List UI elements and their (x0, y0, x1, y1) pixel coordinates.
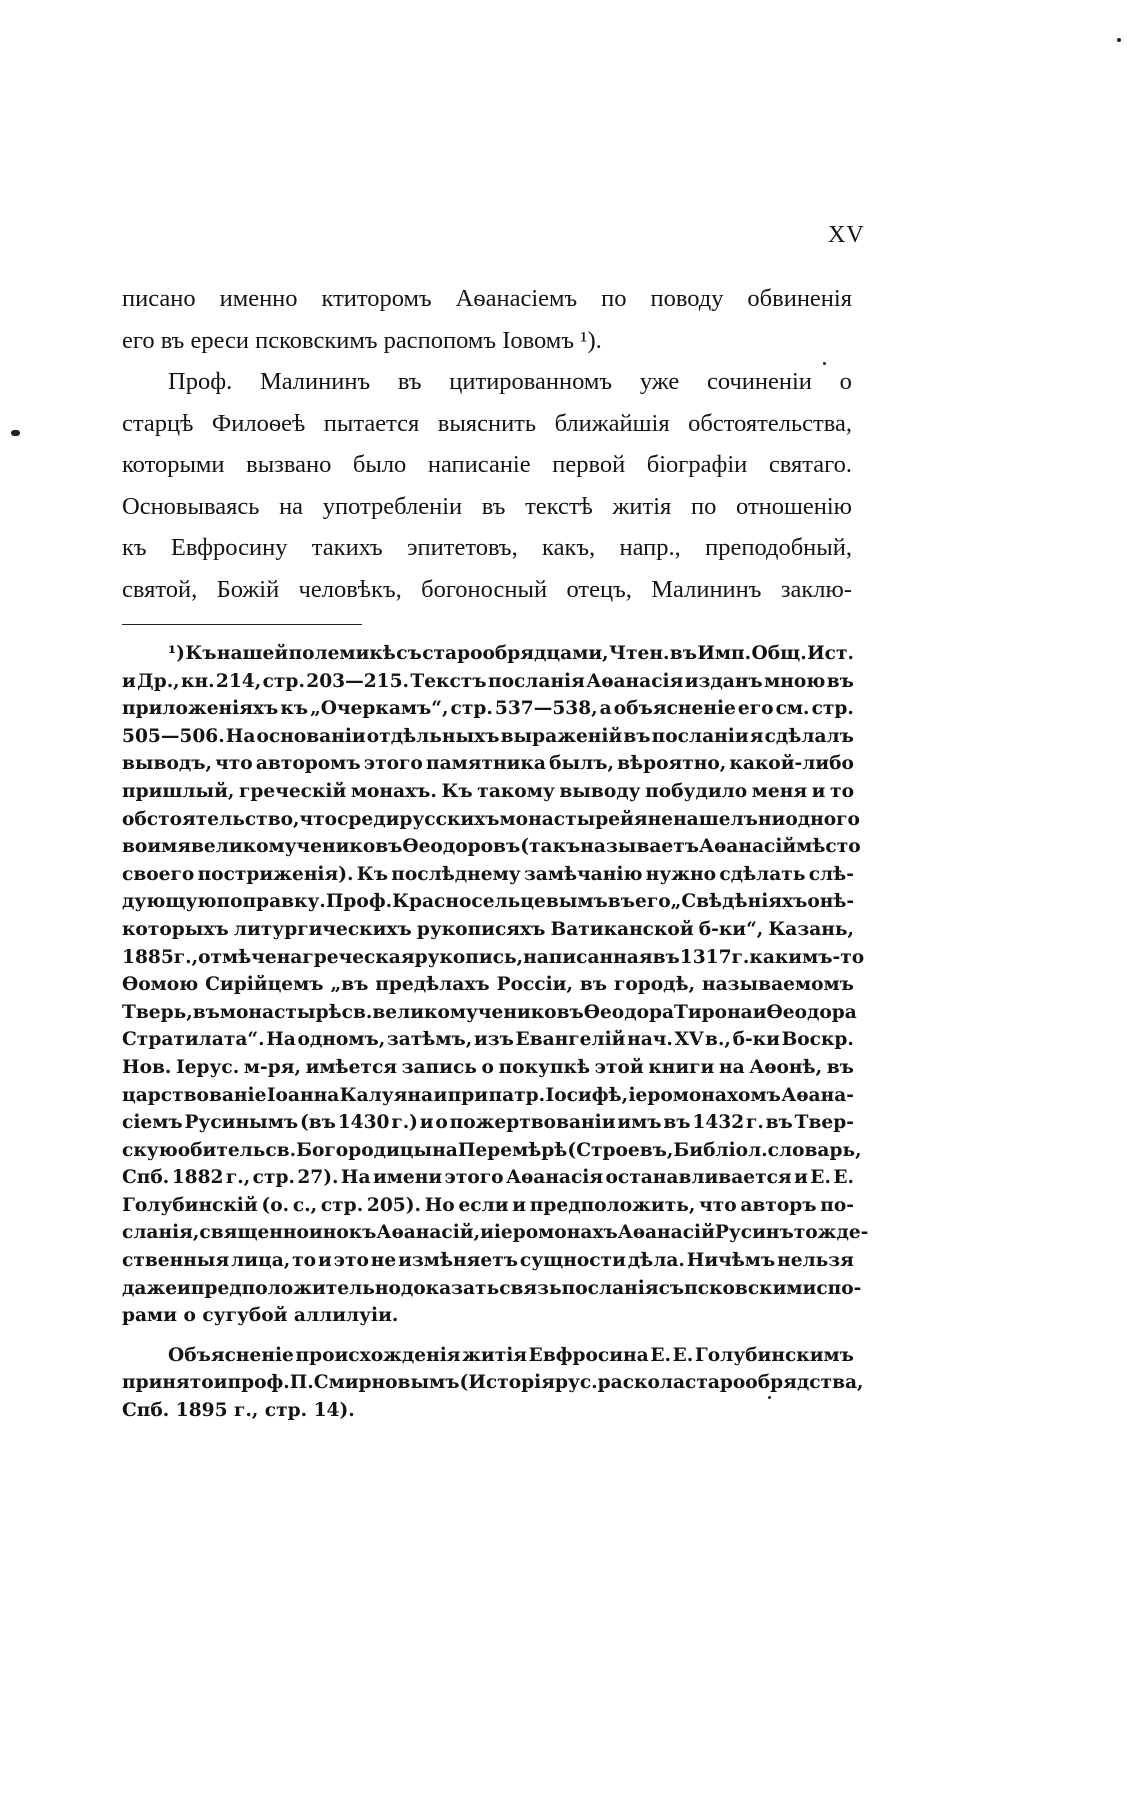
footnote-line: своего постриженія). Къ послѣднему замѣчанію нужно сдѣлать слѣ- (122, 863, 854, 885)
text-line: Основываясь на употребленіи въ текстѣ житія по отношенію (122, 492, 852, 520)
print-speck (823, 362, 826, 365)
print-speck (768, 1396, 771, 1399)
footnote-continuation (122, 1342, 864, 1425)
footnote-1 (122, 640, 869, 1330)
footnote-line: 505—506. На основаніи отдѣльныхъ выраженій въ посланіи я сдѣлалъ (122, 725, 854, 747)
main-text (122, 278, 852, 610)
footnote-line: во имя великомучениковъ Ѳеодоровъ (такъ называетъ Аѳанасій мѣсто (122, 836, 861, 858)
text-line: его въ ереси псковскимъ распопомъ Іовомъ ¹). (122, 326, 602, 354)
footnote-line: Спб. 1882 г., стр. 27). На имени этого Аѳанасія останавливается и Е. Е. (122, 1167, 854, 1189)
footnote-line: Тверь, въ монастырѣ св. великомучениковъ Ѳеодора Тирона и Ѳеодора (122, 1001, 857, 1023)
print-speck (1117, 38, 1121, 42)
footnote-line: Стратилата“. На одномъ, затѣмъ, изъ Евангелій нач. XV в., б-ки Воскр. (122, 1029, 854, 1051)
footnote-line: сланія, священноинокъ Аѳанасій, и іеромонахъ Аѳанасій Русинъ тожде- (122, 1222, 869, 1244)
footnote-line: скую обитель св. Богородицы на Перемѣрѣ (Строевъ, Библіол. словарь, (122, 1139, 862, 1161)
text-line: Проф. Малининъ въ цитированномъ уже сочиненіи о (168, 368, 852, 395)
footnote-line: выводъ, что авторомъ этого памятника былъ, вѣроятно, какой-либо (122, 753, 854, 775)
footnote-line: даже и предположительно доказать связь посланія съ псковскими спо- (122, 1277, 862, 1299)
footnote-line: которыхъ литургическихъ рукописяхъ Ватиканской б-ки“, Казань, (122, 918, 854, 940)
footnote-line: Голубинскій (о. с., стр. 205). Но если и предположить, что авторъ по- (122, 1194, 854, 1216)
print-speck (11, 430, 20, 436)
footnote-line: приложеніяхъ къ „Очеркамъ“, стр. 537—538, а объясненіе его см. стр. (122, 698, 854, 720)
footnote-line: Спб. 1895 г., стр. 14). (122, 1400, 355, 1422)
text-line: святой, Божій человѣкъ, богоносный отецъ, Малининъ заклю- (122, 575, 852, 603)
text-line: старцѣ Филоѳеѣ пытается выяснить ближайшія обстоятельства, (122, 409, 852, 437)
text-line: къ Евфросину такихъ эпитетовъ, какъ, напр., преподобный, (122, 534, 852, 561)
text-line: которыми вызвано было написаніе первой біографіи святаго. (122, 451, 852, 478)
footnote-line: Нов. Іерус. м-ря, имѣется запись о покупкѣ этой книги на Аѳонѣ, въ (122, 1056, 854, 1078)
footnote-line: обстоятельство, что среди русскихъ монастырей я не нашелъ ни одного (122, 808, 860, 830)
page-number: XV (828, 222, 865, 248)
text-line: писано именно ктиторомъ Аѳанасіемъ по поводу обвиненія (122, 285, 852, 312)
footnote-rule (122, 624, 362, 625)
footnote-line: сіемъ Русинымъ (въ 1430 г.) и о пожертвованіи имъ въ 1432 г. въ Твер- (122, 1112, 854, 1134)
footnotes (122, 640, 869, 1425)
footnote-line: Объясненіе происхожденія житія Евфросина Е. Е. Голубинскимъ (168, 1344, 854, 1366)
footnote-line: ственныя лица, то и это не измѣняетъ сущности дѣла. Ничѣмъ нельзя (122, 1250, 854, 1272)
footnote-line: принято и проф. П. Смирновымъ (Исторія рус. раскола старообрядства, (122, 1372, 864, 1394)
footnote-line: и Др., кн. 214, стр. 203—215. Текстъ посланія Аѳанасія изданъ мною въ (122, 670, 854, 692)
footnote-line: ¹) Къ нашей полемикѣ съ старообрядцами, Чтен. въ Имп. Общ. Ист. (168, 643, 854, 664)
footnote-line: рами о сугубой аллилуіи. (122, 1305, 399, 1327)
footnote-line: царствованіе Іоанна Калуяна и при патр. Іосифѣ, іеромонахомъ Аѳана- (122, 1084, 854, 1106)
footnote-line: Ѳомою Сирійцемъ „въ предѣлахъ Россіи, въ городѣ, называемомъ (122, 974, 854, 996)
footnote-line: пришлый, греческій монахъ. Къ такому выводу побудило меня и то (122, 780, 854, 802)
footnote-line: 1885 г., отмѣчена греческая рукопись, написанная въ 1317 г. какимъ-то (122, 946, 865, 968)
footnote-line: дующую поправку. Проф. Красносельцевымъ въ его „Свѣдѣніяхъ о нѣ- (122, 891, 855, 913)
